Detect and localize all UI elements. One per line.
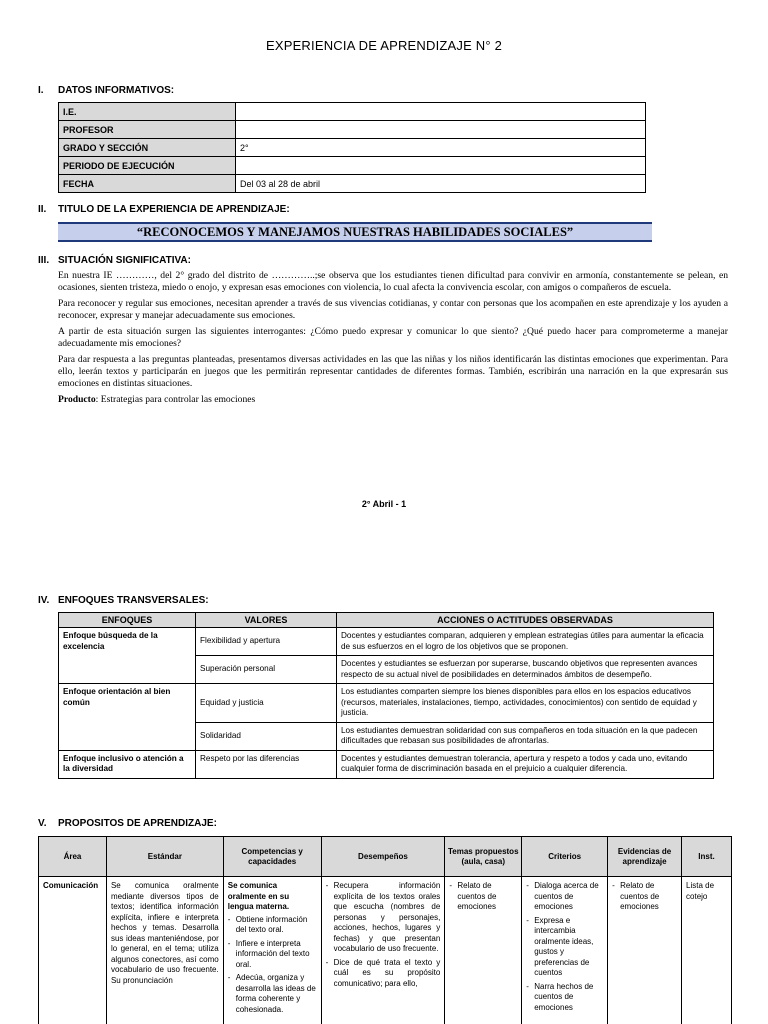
ie-value xyxy=(236,103,646,121)
table-header-row: ENFOQUES VALORES ACCIONES O ACTITUDES OBSERVADAS xyxy=(59,613,714,628)
table-row: GRADO Y SECCIÓN 2° xyxy=(59,139,646,157)
list-item: - Obtiene información del texto oral. xyxy=(228,915,317,936)
document-title: EXPERIENCIA DE APRENDIZAJE N° 2 xyxy=(265,38,503,53)
table-row: Enfoque búsqueda de la excelencia Flexibilidad y apertura Docentes y estudiantes comparan, adquieren y emplean estrategias útiles para aumentar la eficacia de sus esfuerzos en el logro de los objetivos que se proponen. xyxy=(59,628,714,656)
area-cell: Comunicación xyxy=(39,877,107,1024)
list-item: - Infiere e interpreta información del texto oral. xyxy=(228,939,317,971)
table-row: PERIODO DE EJECUCIÓN xyxy=(59,157,646,175)
situacion-text xyxy=(58,270,728,410)
temas-cell xyxy=(445,877,522,1024)
list-item: - Relato de cuentos de emociones xyxy=(612,881,677,913)
paragraph: A partir de esta situación surgen las siguientes interrogantes: ¿Cómo puedo expresar y comunicar lo que siento? ¿Qué puedo hacer para comprometerme a manejar adecuadamente mis emociones? xyxy=(58,326,728,349)
grado-value: 2° xyxy=(236,139,646,157)
datos-table xyxy=(58,102,646,193)
periodo-value xyxy=(236,157,646,175)
table-row: I.E. xyxy=(59,103,646,121)
evidencias-cell xyxy=(608,877,682,1024)
section-propositos-heading: V. PROPOSITOS DE APRENDIZAJE: xyxy=(38,818,217,829)
desempenos-cell xyxy=(321,877,445,1024)
list-item: - Expresa e intercambia oralmente ideas, gustos y preferencias de cuentos xyxy=(526,916,603,979)
table-row: Enfoque orientación al bien común Equidad y justicia Los estudiantes comparten siempre los bienes disponibles para ellos en los espacios educativos (recursos, materiales, instalaciones, tiempo, actividades, conocimientos) con sentido de equidad y justicia. xyxy=(59,684,714,723)
list-item: - Narra hechos de cuentos de emociones xyxy=(526,982,603,1014)
table-row: Superación personal Docentes y estudiantes se esfuerzan por superarse, buscando objetivos que representen avances respecto de su actual nivel de posibilidades en determinados ámbitos de desempeño. xyxy=(59,656,714,684)
fecha-value: Del 03 al 28 de abril xyxy=(236,175,646,193)
list-item: - Dice de qué trata el texto y cuál es su propósito comunicativo; para ello, xyxy=(326,958,441,990)
section-enfoques-heading: IV. ENFOQUES TRANSVERSALES: xyxy=(38,595,209,606)
experience-title-banner: “RECONOCEMOS Y MANEJAMOS NUESTRAS HABILIDADES SOCIALES” xyxy=(58,222,652,242)
section-datos-heading: I. DATOS INFORMATIVOS: xyxy=(38,85,175,96)
table-row: FECHA Del 03 al 28 de abril xyxy=(59,175,646,193)
inst-cell: Lista de cotejo xyxy=(682,877,732,1024)
table-row: PROFESOR xyxy=(59,121,646,139)
page-label: 2° Abril - 1 xyxy=(361,499,407,509)
criterios-cell xyxy=(522,877,608,1024)
paragraph: En nuestra IE …………, del 2° grado del distrito de …………..;se observa que los estudiantes tienen dificultad para convivir en armonía, constantemente se pelean, en ocasiones, sienten tristeza, miedo o enojo, y expresan esas emociones con violencia, lo cual afecta la convivencia escolar, con amigos o compañeros de escuela. xyxy=(58,270,728,293)
table-row: Enfoque inclusivo o atención a la diversidad Respeto por las diferencias Docentes y estudiantes demuestran tolerancia, apertura y respeto a todos y cada uno, evitando cualquier forma de discriminación basada en el prejuicio a cualquier diferencia. xyxy=(59,750,714,778)
profesor-value xyxy=(236,121,646,139)
list-item: - Relato de cuentos de emociones xyxy=(449,881,517,913)
estandar-cell: Se comunica oralmente mediante diversos tipos de textos; identifica información explícita, infiere e interpreta hechos y temas. Desarrolla sus ideas manteniéndose, por lo general, en el tema; utiliza algunos conectores, así como vocabulario de uso frecuente. Su pronunciación xyxy=(106,877,223,1024)
paragraph: Para dar respuesta a las preguntas planteadas, presentamos diversas actividades en las que las niñas y los niños identificarán las distintas emociones que experimentan. Para ello, leerán textos y participarán en juegos que les permitirán representar cantidades de diferentes formas. También, escribirán una narración en la que expresarán sus emociones en distintas situaciones. xyxy=(58,354,728,389)
producto-line: Producto: Estrategias para controlar las emociones xyxy=(58,394,256,405)
section-situacion-heading: III. SITUACIÓN SIGNIFICATIVA: xyxy=(38,255,191,266)
list-item: - Recupera información explícita de los textos orales que escucha (nombres de personas y personajes, acciones, hechos, lugares y fechas) y que presentan vocabulario de uso frecuente. xyxy=(326,881,441,955)
propositos-table xyxy=(38,836,732,1024)
paragraph: Para reconocer y regular sus emociones, necesitan aprender a través de sus vivencias cotidianas, y contar con personas que los acompañen en este aprendizaje y los ayuden a reconocer, expresar y manejar adecuadamente sus emociones. xyxy=(58,298,728,321)
competencias-cell: Se comunica oralmente en su lengua materna. - Obtiene información del texto oral. - Infiere e interpreta información del texto oral. - Adecúa, organiza y desarrolla las ideas de forma coherente y cohesionada. xyxy=(223,877,321,1024)
enfoques-table xyxy=(58,612,714,779)
list-item: - Dialoga acerca de cuentos de emociones xyxy=(526,881,603,913)
table-row: Solidaridad Los estudiantes demuestran solidaridad con sus compañeros en toda situación en la que padecen dificultades que rebasan sus posibilidades de afrontarlas. xyxy=(59,722,714,750)
table-row xyxy=(39,877,732,1024)
list-item: - Adecúa, organiza y desarrolla las ideas de forma coherente y cohesionada. xyxy=(228,973,317,1015)
table-header-row: Área Estándar Competencias y capacidades Desempeños Temas propuestos (aula, casa) Criterios Evidencias de aprendizaje Inst. xyxy=(39,837,732,877)
section-titulo-heading: II. TITULO DE LA EXPERIENCIA DE APRENDIZAJE: xyxy=(38,204,290,215)
